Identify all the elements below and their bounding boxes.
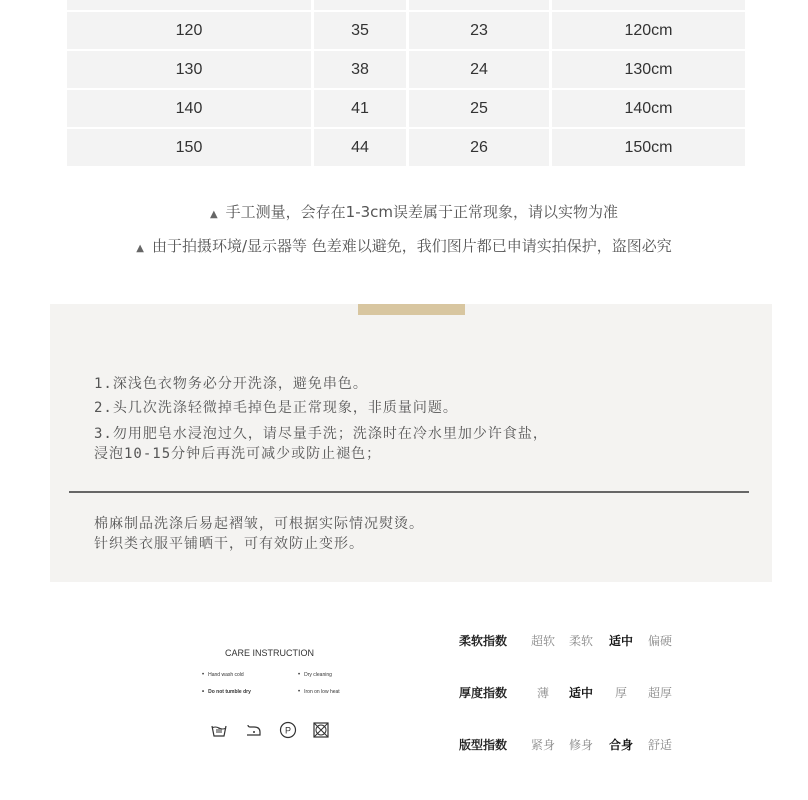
care-panel (50, 304, 772, 582)
table-cell: 23 (409, 12, 549, 49)
warning-triangle-icon: ▲ (209, 209, 218, 220)
index-option-active: 适中 (569, 686, 594, 700)
hand-wash-icon (210, 721, 228, 739)
index-option-active: 适中 (609, 634, 634, 648)
table-cell: 130cm (552, 51, 745, 88)
table-row (67, 51, 748, 88)
index-option: 薄 (537, 686, 550, 700)
note-text: 由于拍摄环境/显示器等 色差难以避免，我们图片都已申请实拍保护，盗图必究 (151, 237, 672, 255)
note-text: 手工测量，会存在1-3cm误差属于正常现象，请以实物为准 (225, 203, 619, 221)
table-cell: 35 (314, 12, 406, 49)
index-option: 修身 (569, 738, 594, 752)
care-line-1: 1.深浅色衣物务必分开洗涤，避免串色。 (94, 376, 368, 392)
table-cell: 44 (314, 129, 406, 166)
table-cell: 120 (67, 12, 311, 49)
index-option: 柔软 (569, 634, 594, 648)
care-item: • Iron on low heat (298, 689, 340, 695)
table-cell: 41 (314, 90, 406, 127)
thickness-index (459, 684, 699, 704)
table-cell: 24 (409, 51, 549, 88)
index-option: 紧身 (531, 738, 556, 752)
color-note (0, 235, 808, 256)
dry-clean-p-icon (279, 721, 297, 739)
care-item: • Dry cleaning (298, 672, 332, 678)
care-line-6: 针织类衣服平铺晒干，可有效防止变形。 (94, 536, 364, 552)
table-row (67, 0, 748, 10)
index-label: 厚度指数 (459, 686, 508, 700)
index-option-active: 合身 (609, 738, 634, 752)
table-cell: 120cm (552, 12, 745, 49)
table-cell: 38 (314, 51, 406, 88)
index-option: 舒适 (648, 738, 673, 752)
table-cell: 26 (409, 129, 549, 166)
care-line-2: 2.头几次洗涤轻微掉毛掉色是正常现象，非质量问题。 (94, 400, 458, 416)
index-option: 偏硬 (648, 634, 673, 648)
table-cell (67, 0, 311, 10)
table-cell: 150cm (552, 129, 745, 166)
care-item: • Do not tumble dry (202, 689, 251, 695)
gold-accent-bar (358, 304, 465, 315)
table-cell (409, 0, 549, 10)
table-cell: 140 (67, 90, 311, 127)
care-line-3: 3.勿用肥皂水浸泡过久，请尽量手洗；洗涤时在冷水里加少许食盐， (94, 426, 548, 442)
warning-triangle-icon: ▲ (136, 243, 144, 254)
svg-text:P: P (284, 725, 292, 736)
index-option: 超厚 (648, 686, 673, 700)
care-line-4: 浸泡10-15分钟后再洗可减少或防止褪色； (94, 446, 382, 462)
table-row (67, 12, 748, 49)
table-cell: 25 (409, 90, 549, 127)
divider (69, 491, 749, 493)
table-cell (552, 0, 745, 10)
index-label: 版型指数 (459, 738, 508, 752)
care-item: • Hand wash cold (202, 672, 244, 678)
table-cell: 150 (67, 129, 311, 166)
fit-index (459, 736, 699, 756)
softness-index (459, 632, 699, 652)
table-cell (314, 0, 406, 10)
index-option: 超软 (531, 634, 556, 648)
table-row (67, 90, 748, 127)
table-row (67, 129, 748, 166)
iron-icon (244, 721, 262, 739)
size-table (67, 0, 748, 168)
index-option: 厚 (615, 686, 628, 700)
care-instruction-title: CARE INSTRUCTION (225, 648, 315, 658)
table-cell: 140cm (552, 90, 745, 127)
index-label: 柔软指数 (459, 634, 508, 648)
care-line-5: 棉麻制品洗涤后易起褶皱，可根据实际情况熨烫。 (94, 516, 424, 532)
no-tumble-dry-icon (312, 721, 330, 739)
table-cell: 130 (67, 51, 311, 88)
measurement-note (10, 201, 808, 222)
